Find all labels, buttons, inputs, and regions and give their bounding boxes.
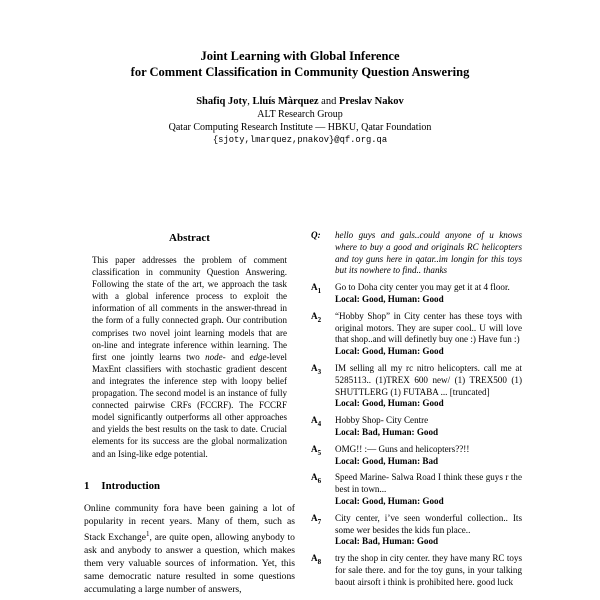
affiliation-institute: Qatar Computing Research Institute — HBKU, Qatar Foundation [168,122,432,133]
answer-body [335,513,522,548]
answer-verdict: Local: Bad, Human: Good [335,426,439,437]
answer-label: $A_7$ [311,512,322,526]
author-1: Shafiq Joty [196,96,248,107]
answer-block-5 [311,444,522,468]
abstract-italic-node: node- [205,351,226,362]
answer-text: Go to Doha city center you may get it at 4 floor. [335,282,510,293]
answer-text: Speed Marine- Salwa Road I think these guys r the best in town... [335,472,522,495]
left-column [84,230,295,596]
abstract-text [84,254,295,460]
introduction-text [84,502,295,596]
answer-verdict: Local: Good, Human: Good [335,346,444,357]
answer-label: $A_3$ [311,362,322,376]
answer-body [335,282,522,306]
answer-block-4 [311,415,522,439]
answer-block-8 [311,553,522,588]
answer-body [335,444,522,468]
answer-verdict: Local: Good, Human: Good [335,293,444,304]
answer-verdict: Local: Good, Human: Good [335,398,444,409]
answer-label: $A_8$ [311,553,322,566]
answer-text: City center, i’ve seen wonderful collection.. Its some wer besides the kids fun place.. [335,512,522,535]
answer-text: try the shop in city center. they have many RC toys for sale there. and for the toy guns, in your talking baout airsoft i think is prohibited here. good luck [335,553,522,587]
answer-verdict: Local: Good, Human: Good [335,495,444,506]
page-title [55,48,545,80]
answer-label: $A_2$ [311,310,322,324]
footnote-marker-1: 1 [145,529,150,538]
answer-label: $A_5$ [311,443,322,457]
answer-block-3 [311,363,522,410]
abstract-heading: Abstract [169,232,210,244]
answer-label: $A_4$ [311,415,322,428]
right-column [311,230,522,596]
question-label: Q: [311,230,321,240]
author-2: Lluís Màrquez [252,96,319,107]
answer-text: IM selling all my rc nitro helicopters. call me at 5285113.. (1)TREX 600 new/ (1) TREX500 (1) SHUTTLERG (1) FUTABA ... [truncated] [335,362,522,397]
answer-text: Hobby Shop- City Centre [335,415,429,426]
answer-label: $A_1$ [311,282,322,295]
answer-verdict: Local: Good, Human: Bad [335,455,439,466]
answer-text: “Hobby Shop” in City center has these toys with original motors. They are super cool.. U will love that shop..and will definetly buy one :) Have fun :) [335,310,522,345]
abstract-part-2: and [225,351,250,362]
author-line [55,95,545,108]
answer-body [335,553,522,588]
author-conjunction: and [318,96,339,107]
answer-block-1 [311,282,522,306]
abstract-part-1: This paper addresses the problem of comment classification in community Question Answering. Following the state of the art, we approach the task with a global inference process to exploit the information of all comments in the answer-thread in the form of a fully connected graph. Our contribution comprises two novel joint learning models that are on-line and integrate inference within learning. The first one jointly learns two [92,255,287,362]
section-title: Introduction [101,479,161,492]
answer-verdict: Local: Bad, Human: Good [335,536,439,547]
answer-label: $A_6$ [311,472,322,486]
two-column-body [84,230,522,596]
intro-part-2: , are quite open, allowing anybody to ask and anybody to answer a question, which makes them very valuable sources of information. Yet, this same democratic nature resulted in some questions accumulating a large number of answers, [84,531,295,595]
answer-block-7 [311,513,522,548]
title-line-1: Joint Learning with Global Inference [200,49,400,63]
answer-body [335,415,522,439]
answer-text: OMG!! :— Guns and helicopters??!! [335,443,470,454]
abstract-italic-edge: edge- [249,351,270,362]
section-number: 1 [84,479,90,492]
section-heading-introduction [84,480,295,492]
author-emails: {sjoty,lmarquez,pnakov}@qf.org.qa [212,135,388,145]
answer-body [335,363,522,410]
author-separator: , [247,96,253,107]
abstract-part-3: level MaxEnt classifiers with stochastic gradient descent and integrates the inference step with loopy belief propagation. The second model is an instance of fully connected pairwise CRFs (FCCRF). The FCCRF model significantly outperforms all other approaches and yields the best results on the task to date. Crucial elements for its success are the global normalization and an Ising-like edge potential. [92,351,287,459]
question-text: hello guys and gals..could anyone of u knows where to buy a good and originals RC helicopters and toy guns here in qatar..im longin for this toys but its nowhere to find.. thanks [335,230,522,276]
intro-part-1: Online community fora have been gaining a lot of popularity in recent years. Many of them, such as Stack Exchange [84,502,295,543]
question-block [311,230,522,277]
title-line-2: for Comment Classification in Community Question Answering [130,65,470,79]
answer-block-2 [311,311,522,358]
answer-body [335,311,522,358]
paper-header [55,48,545,147]
answer-block-6 [311,472,522,507]
answer-body [335,472,522,507]
author-3: Preslav Nakov [338,96,404,107]
affiliation-group: ALT Research Group [257,109,343,120]
